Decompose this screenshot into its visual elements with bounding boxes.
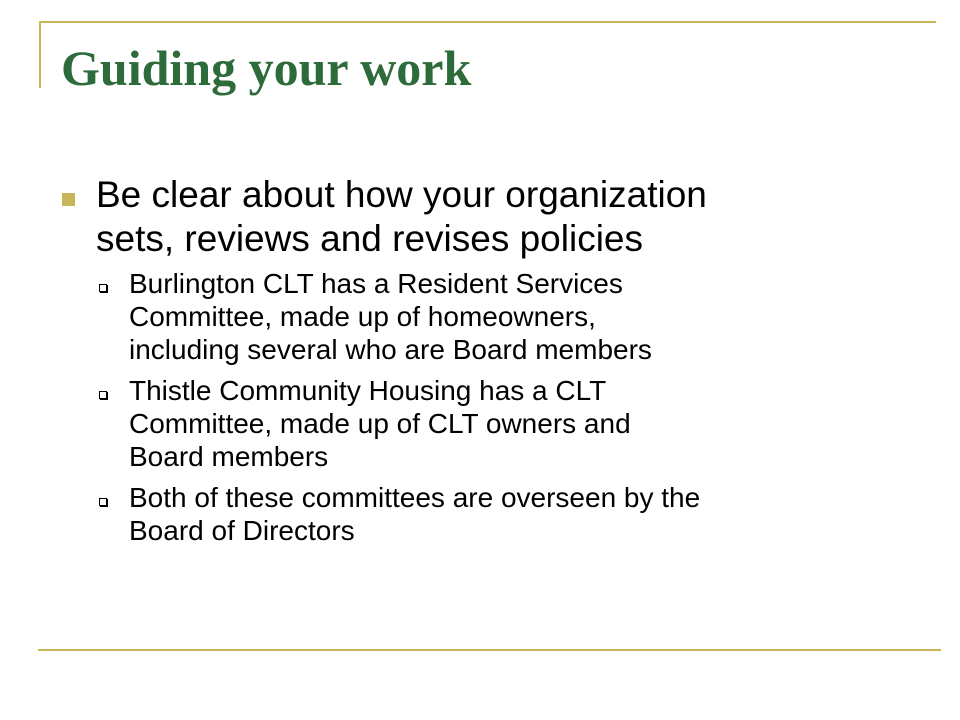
main-point-line: sets, reviews and revises policies [96, 218, 643, 259]
sub-bullet-oversight [62, 481, 912, 547]
slide-body [62, 173, 912, 555]
sub-point-line: Board of Directors [129, 515, 355, 546]
sub-bullet-burlington [62, 267, 912, 366]
bottom-accent-rule [38, 649, 941, 651]
filled-square-bullet-icon [62, 193, 75, 206]
sub-point-line: Both of these committees are overseen by the [129, 482, 701, 513]
top-accent-rule [39, 21, 936, 23]
sub-bullet-list [62, 267, 912, 547]
left-accent-rule [39, 21, 41, 88]
sub-point-line: Committee, made up of homeowners, [129, 301, 596, 332]
hollow-square-bullet-icon [99, 498, 107, 506]
sub-point-line: Committee, made up of CLT owners and [129, 408, 631, 439]
sub-point-line: Burlington CLT has a Resident Services [129, 268, 623, 299]
sub-bullet-thistle [62, 374, 912, 473]
main-point-line: Be clear about how your organization [96, 174, 707, 215]
main-bullet-point [62, 173, 912, 261]
sub-point-line: Thistle Community Housing has a CLT [129, 375, 607, 406]
hollow-square-bullet-icon [99, 284, 107, 292]
sub-point-line: Board members [129, 441, 329, 472]
sub-point-line: including several who are Board members [129, 334, 652, 365]
slide-title: Guiding your work [61, 40, 472, 96]
hollow-square-bullet-icon [99, 391, 107, 399]
